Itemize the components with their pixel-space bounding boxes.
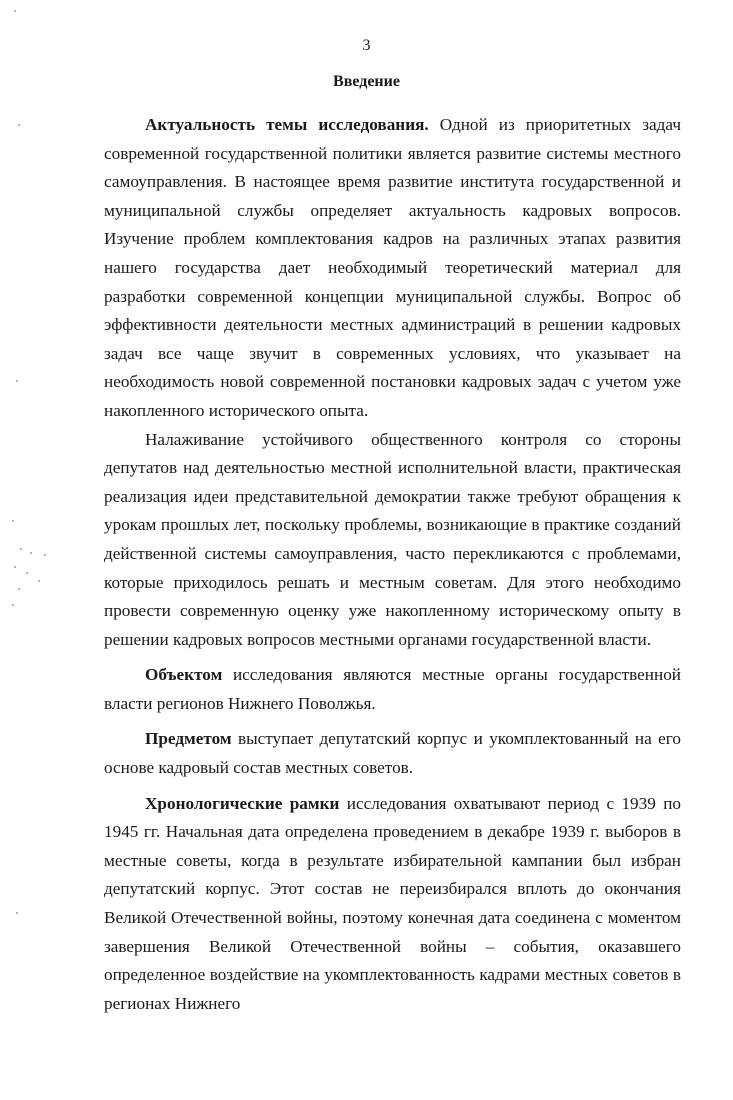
scan-artifact bbox=[14, 10, 16, 12]
paragraph-lead: Предметом bbox=[145, 729, 232, 749]
paragraph-object bbox=[104, 661, 681, 718]
paragraph-text: исследования являются местные органы государственной власти регионов Нижнего Поволжья. bbox=[104, 665, 681, 713]
section-heading: Введение bbox=[333, 73, 400, 90]
paragraph-lead: Актуальность темы исследования. bbox=[145, 115, 429, 134]
paragraph-public-control bbox=[104, 426, 681, 655]
paragraph-lead: Объектом bbox=[145, 665, 223, 685]
page-number: 3 bbox=[362, 37, 371, 54]
scan-artifact bbox=[16, 380, 18, 382]
scan-artifact bbox=[18, 588, 20, 590]
body-text bbox=[104, 111, 681, 1018]
scan-artifact bbox=[26, 572, 28, 574]
scan-artifact bbox=[16, 912, 18, 914]
scan-artifact bbox=[18, 124, 20, 126]
paragraph-text: выступает депутатский корпус и укомплектованный на его основе кадровый состав местных советов. bbox=[104, 729, 681, 778]
paragraph-subject bbox=[104, 725, 681, 782]
scan-artifact bbox=[20, 548, 22, 550]
scan-artifact bbox=[14, 566, 16, 568]
scan-artifact bbox=[12, 520, 14, 522]
scan-artifact bbox=[44, 554, 46, 556]
scan-artifact bbox=[30, 552, 32, 554]
paragraph-text: Одной из приоритетных задач современной государственной политики является развитие системы местного самоуправления. В настоящее время развитие института государственной и муниципальной службы определяет актуальность кадровых вопросов. Изучение проблем комплектования кадров на различных этапах развития нашего государства дает необходимый теоретический материал для разработки современной концепции муниципальной службы. Вопрос об эффективности деятельности местных администраций в решении кадровых задач все чаще звучит в современных условиях, что указывает на необходимость новой современной постановки кадровых задач с учетом уже накопленного исторического опыта. bbox=[104, 115, 681, 420]
paragraph-text: исследования охватывают период с 1939 по 1945 гг. Начальная дата определена проведением в декабре 1939 г. выборов в местные советы, когда в результате избирательной кампании был избран депутатский корпус. Этот состав не переизбирался вплоть до окончания Великой Отечественной войны, поэтому конечная дата соединена с моментом завершения Великой Отечественной войны – события, оказавшего определенное воздействие на укомплектованность кадрами местных советов в регионах Нижнего bbox=[104, 793, 681, 1013]
scan-artifact bbox=[38, 580, 40, 582]
paragraph-text: Налаживание устойчивого общественного контроля со стороны депутатов над деятельностью местной исполнительной власти, практическая реализация идеи представительной демократии также требуют обращения к урокам прошлых лет, поскольку проблемы, возникающие в практике созданий действенной системы самоуправления, часто перекликаются с проблемами, которые приходилось решать и местным советам. Для этого необходимо провести современную оценку уже накопленному историческому опыту в решении кадровых вопросов местными органами государственной власти. bbox=[104, 429, 681, 649]
paragraph-lead: Хронологические рамки bbox=[145, 793, 340, 813]
scan-artifact bbox=[12, 604, 14, 606]
paragraph-chronology bbox=[104, 790, 681, 1019]
paragraph-relevance bbox=[104, 111, 681, 426]
